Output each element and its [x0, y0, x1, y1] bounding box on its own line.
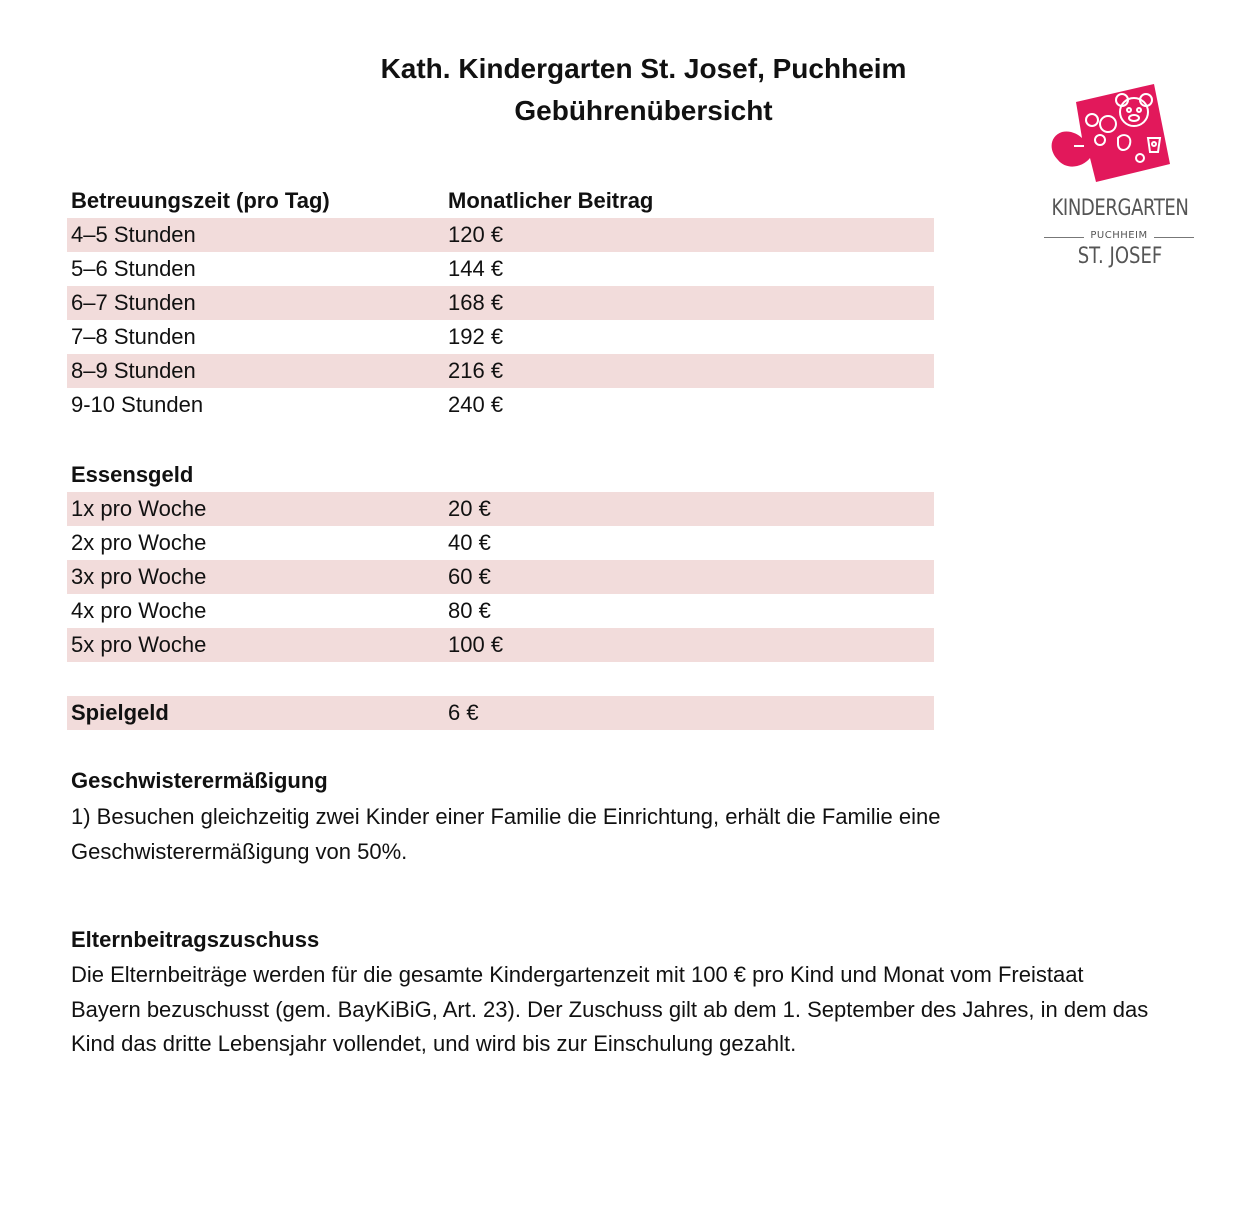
sibling-heading: Geschwisterermäßigung: [71, 768, 328, 793]
subsidy-text: [71, 958, 1221, 1062]
title-line-1: Kath. Kindergarten St. Josef, Puchheim: [380, 53, 907, 84]
care-time: 8–9 Stunden: [71, 358, 196, 383]
table-row: [67, 492, 934, 526]
care-time: 5–6 Stunden: [71, 256, 196, 281]
meal-fee: 100 €: [448, 632, 504, 657]
meal-fee-table: [67, 458, 934, 662]
table-row: [67, 628, 934, 662]
meal-freq: 1x pro Woche: [71, 496, 207, 521]
meal-fee: 20 €: [448, 496, 491, 521]
logo-text-st-josef: ST. JOSEF: [1077, 244, 1163, 269]
care-time: 4–5 Stunden: [71, 222, 196, 247]
meal-fee: 80 €: [448, 598, 491, 623]
title-line-2: Gebührenübersicht: [514, 95, 773, 126]
table-row: [67, 526, 934, 560]
table-row: [67, 594, 934, 628]
subsidy-line-1: Die Elternbeiträge werden für die gesamte Kindergartenzeit mit 100 € pro Kind und Monat vom Freistaat: [71, 962, 1084, 987]
care-fee: 144 €: [448, 256, 504, 281]
meal-freq: 3x pro Woche: [71, 564, 207, 589]
sibling-line-2: Geschwisterermäßigung von 50%.: [71, 838, 408, 864]
play-money-fee: 6 €: [448, 700, 479, 725]
care-time: 9-10 Stunden: [71, 392, 204, 417]
care-fee: 168 €: [448, 290, 504, 315]
meal-fee: 60 €: [448, 564, 491, 589]
table-row: [67, 696, 934, 730]
play-money-table: [67, 696, 934, 730]
table-row: [67, 286, 934, 320]
logo-text-puchheim: PUCHHEIM: [1084, 230, 1154, 241]
logo-text-kindergarten: KINDERGARTEN: [1051, 196, 1189, 221]
table-row: [67, 218, 934, 252]
table-row: [67, 388, 934, 422]
meal-freq: 2x pro Woche: [71, 530, 207, 555]
table-row: [67, 252, 934, 286]
sibling-text: [71, 800, 1221, 869]
care-time: 6–7 Stunden: [71, 290, 196, 315]
play-money-label: Spielgeld: [71, 700, 169, 725]
meal-freq: 5x pro Woche: [71, 632, 207, 657]
care-fee-table: [67, 184, 934, 422]
meal-freq: 4x pro Woche: [71, 598, 207, 623]
meal-fee: 40 €: [448, 530, 491, 555]
subsidy-line-2: Bayern bezuschusst (gem. BayKiBiG, Art. 23). Der Zuschuss gilt ab dem 1. September des Jahres, in dem das: [71, 996, 1149, 1022]
care-fee: 240 €: [448, 392, 504, 417]
care-col2-header: Monatlicher Beitrag: [448, 188, 654, 213]
table-row: [67, 560, 934, 594]
care-fee: 192 €: [448, 324, 504, 349]
care-fee: 216 €: [448, 358, 504, 383]
care-fee: 120 €: [448, 222, 504, 247]
meal-heading: Essensgeld: [71, 462, 194, 487]
subsidy-line-3: Kind das dritte Lebensjahr vollendet, und wird bis zur Einschulung gezahlt.: [71, 1031, 797, 1056]
care-time: 7–8 Stunden: [71, 324, 196, 349]
care-col1-header: Betreuungszeit (pro Tag): [71, 188, 330, 213]
table-row: [67, 354, 934, 388]
meal-table-header: [67, 458, 934, 492]
care-table-header: [67, 184, 934, 218]
sibling-line-1: 1) Besuchen gleichzeitig zwei Kinder einer Familie die Einrichtung, erhält die Familie eine: [71, 804, 941, 829]
table-row: [67, 320, 934, 354]
subsidy-heading: Elternbeitragszuschuss: [71, 927, 320, 952]
